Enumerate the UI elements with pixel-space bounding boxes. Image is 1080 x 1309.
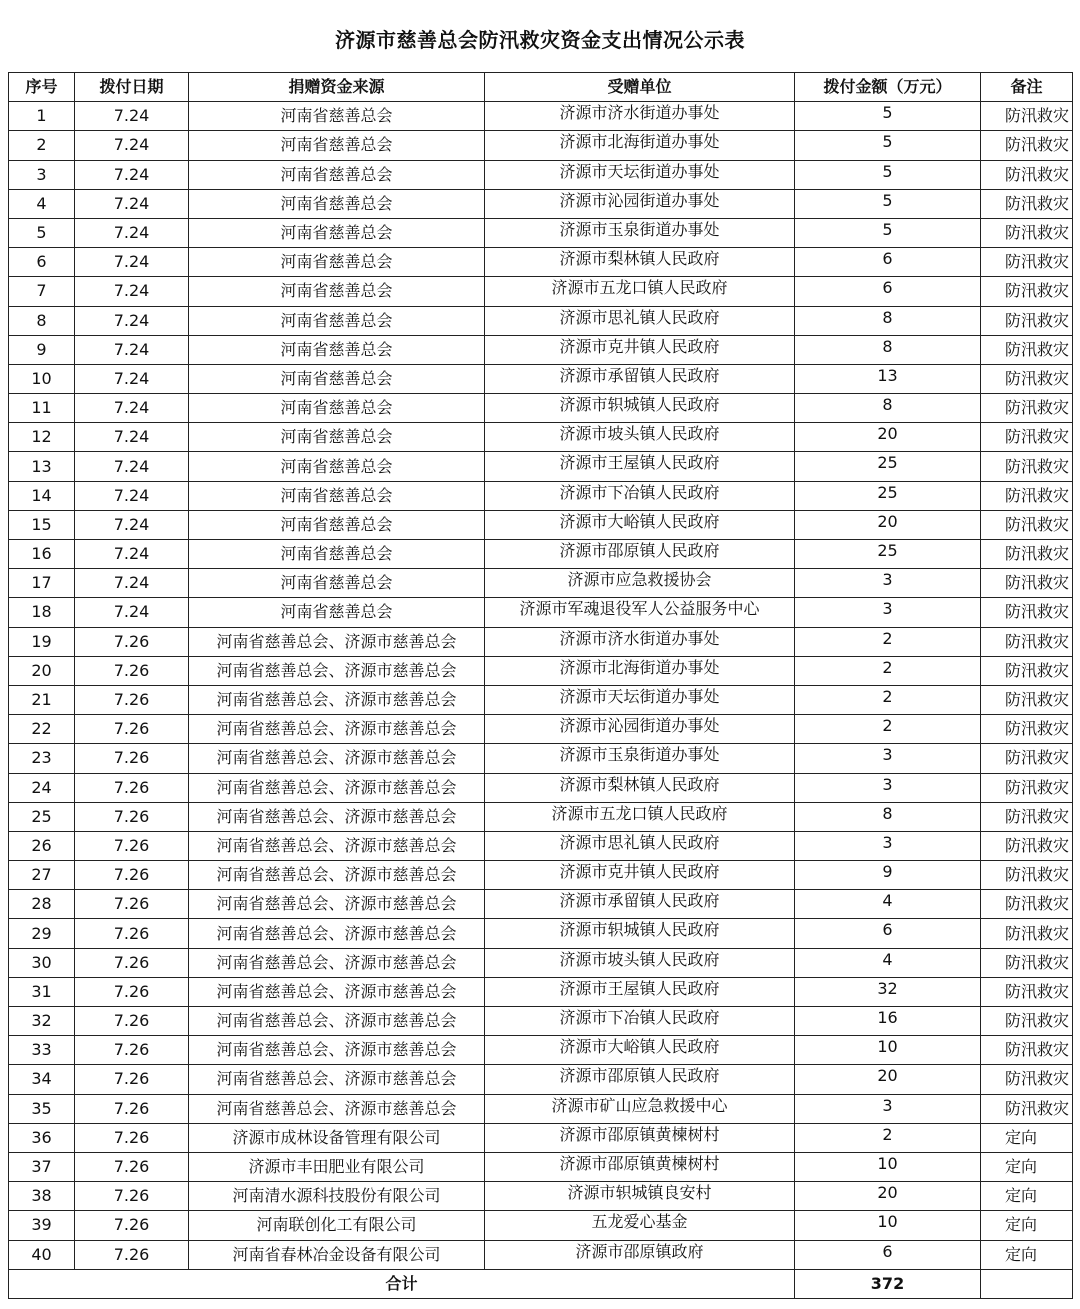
row-index: 33	[9, 1036, 75, 1065]
row-amount: 2	[795, 1123, 981, 1152]
row-date: 7.26	[75, 685, 189, 714]
row-note: 防汛救灾	[981, 685, 1073, 714]
row-date: 7.24	[75, 569, 189, 598]
row-source: 河南省慈善总会、济源市慈善总会	[189, 890, 485, 919]
row-note: 防汛救灾	[981, 744, 1073, 773]
row-index: 17	[9, 569, 75, 598]
row-date: 7.26	[75, 1094, 189, 1123]
row-date: 7.26	[75, 1182, 189, 1211]
row-source: 河南省慈善总会、济源市慈善总会	[189, 685, 485, 714]
row-source: 河南省慈善总会	[189, 394, 485, 423]
header-source: 捐赠资金来源	[189, 73, 485, 102]
row-source: 河南省慈善总会	[189, 569, 485, 598]
row-index: 25	[9, 802, 75, 831]
table-header-row	[9, 73, 1073, 102]
row-amount: 6	[795, 277, 981, 306]
row-source: 河南省慈善总会	[189, 160, 485, 189]
row-amount: 6	[795, 1240, 981, 1269]
row-source: 河南省慈善总会	[189, 452, 485, 481]
row-amount: 8	[795, 802, 981, 831]
row-note: 防汛救灾	[981, 569, 1073, 598]
table-row	[9, 540, 1073, 569]
row-recipient: 济源市王屋镇人民政府	[485, 452, 795, 481]
row-amount: 8	[795, 335, 981, 364]
table-row	[9, 452, 1073, 481]
row-date: 7.24	[75, 102, 189, 131]
row-source: 河南省慈善总会	[189, 335, 485, 364]
row-date: 7.26	[75, 977, 189, 1006]
row-date: 7.24	[75, 394, 189, 423]
row-source: 河南省慈善总会、济源市慈善总会	[189, 627, 485, 656]
row-recipient: 济源市承留镇人民政府	[485, 364, 795, 393]
row-date: 7.26	[75, 1123, 189, 1152]
row-recipient: 济源市应急救援协会	[485, 569, 795, 598]
table-row	[9, 189, 1073, 218]
table-row	[9, 510, 1073, 539]
table-row	[9, 598, 1073, 627]
row-source: 河南联创化工有限公司	[189, 1211, 485, 1240]
row-amount: 25	[795, 481, 981, 510]
row-date: 7.26	[75, 1240, 189, 1269]
row-index: 32	[9, 1007, 75, 1036]
row-recipient: 济源市轵城镇人民政府	[485, 394, 795, 423]
row-recipient: 济源市坡头镇人民政府	[485, 423, 795, 452]
row-index: 11	[9, 394, 75, 423]
row-note: 防汛救灾	[981, 218, 1073, 247]
row-recipient: 济源市邵原镇黄楝树村	[485, 1152, 795, 1181]
row-amount: 2	[795, 627, 981, 656]
table-row	[9, 364, 1073, 393]
table-row	[9, 569, 1073, 598]
row-recipient: 济源市克井镇人民政府	[485, 335, 795, 364]
total-row	[9, 1269, 1073, 1298]
table-row	[9, 277, 1073, 306]
row-source: 河南省慈善总会、济源市慈善总会	[189, 831, 485, 860]
row-note: 防汛救灾	[981, 861, 1073, 890]
row-source: 河南省慈善总会	[189, 540, 485, 569]
row-source: 河南省春林冶金设备有限公司	[189, 1240, 485, 1269]
row-date: 7.26	[75, 1152, 189, 1181]
row-source: 河南清水源科技股份有限公司	[189, 1182, 485, 1211]
row-amount: 20	[795, 423, 981, 452]
row-note: 防汛救灾	[981, 248, 1073, 277]
row-note: 防汛救灾	[981, 948, 1073, 977]
row-index: 29	[9, 919, 75, 948]
total-label: 合计	[9, 1269, 795, 1298]
row-note: 防汛救灾	[981, 160, 1073, 189]
row-source: 河南省慈善总会	[189, 306, 485, 335]
row-date: 7.24	[75, 540, 189, 569]
header-recipient: 受赠单位	[485, 73, 795, 102]
row-source: 河南省慈善总会	[189, 598, 485, 627]
row-recipient: 济源市济水街道办事处	[485, 102, 795, 131]
row-index: 6	[9, 248, 75, 277]
row-index: 2	[9, 131, 75, 160]
row-index: 22	[9, 715, 75, 744]
row-recipient: 济源市北海街道办事处	[485, 656, 795, 685]
row-note: 防汛救灾	[981, 919, 1073, 948]
row-source: 河南省慈善总会、济源市慈善总会	[189, 656, 485, 685]
row-date: 7.26	[75, 1007, 189, 1036]
row-index: 18	[9, 598, 75, 627]
row-recipient: 济源市思礼镇人民政府	[485, 831, 795, 860]
row-note: 定向	[981, 1123, 1073, 1152]
row-recipient: 济源市军魂退役军人公益服务中心	[485, 598, 795, 627]
row-amount: 4	[795, 948, 981, 977]
row-date: 7.24	[75, 306, 189, 335]
row-recipient: 济源市轵城镇人民政府	[485, 919, 795, 948]
table-row	[9, 160, 1073, 189]
row-date: 7.26	[75, 773, 189, 802]
row-note: 防汛救灾	[981, 394, 1073, 423]
row-date: 7.24	[75, 131, 189, 160]
table-row	[9, 685, 1073, 714]
row-recipient: 济源市大峪镇人民政府	[485, 1036, 795, 1065]
row-source: 河南省慈善总会、济源市慈善总会	[189, 1094, 485, 1123]
row-index: 38	[9, 1182, 75, 1211]
row-index: 20	[9, 656, 75, 685]
row-source: 河南省慈善总会、济源市慈善总会	[189, 948, 485, 977]
row-amount: 10	[795, 1152, 981, 1181]
row-note: 防汛救灾	[981, 131, 1073, 160]
row-recipient: 济源市梨林镇人民政府	[485, 248, 795, 277]
row-index: 13	[9, 452, 75, 481]
table-row	[9, 1094, 1073, 1123]
row-source: 河南省慈善总会	[189, 423, 485, 452]
row-amount: 20	[795, 1182, 981, 1211]
row-source: 河南省慈善总会、济源市慈善总会	[189, 1036, 485, 1065]
total-amount: 372	[795, 1269, 981, 1298]
row-date: 7.26	[75, 1065, 189, 1094]
table-row	[9, 335, 1073, 364]
row-note: 防汛救灾	[981, 715, 1073, 744]
row-date: 7.26	[75, 890, 189, 919]
row-date: 7.24	[75, 510, 189, 539]
table-row	[9, 306, 1073, 335]
row-amount: 2	[795, 685, 981, 714]
table-row	[9, 1065, 1073, 1094]
row-recipient: 济源市思礼镇人民政府	[485, 306, 795, 335]
row-date: 7.24	[75, 364, 189, 393]
table-row	[9, 102, 1073, 131]
row-note: 防汛救灾	[981, 802, 1073, 831]
table-row	[9, 890, 1073, 919]
row-note: 防汛救灾	[981, 306, 1073, 335]
row-note: 防汛救灾	[981, 831, 1073, 860]
row-amount: 3	[795, 569, 981, 598]
row-amount: 3	[795, 598, 981, 627]
row-source: 河南省慈善总会、济源市慈善总会	[189, 802, 485, 831]
row-date: 7.26	[75, 948, 189, 977]
row-index: 36	[9, 1123, 75, 1152]
row-date: 7.24	[75, 481, 189, 510]
row-date: 7.26	[75, 627, 189, 656]
row-recipient: 济源市轵城镇良安村	[485, 1182, 795, 1211]
row-recipient: 五龙爱心基金	[485, 1211, 795, 1240]
row-index: 39	[9, 1211, 75, 1240]
row-note: 定向	[981, 1152, 1073, 1181]
row-recipient: 济源市天坛街道办事处	[485, 685, 795, 714]
expenditure-table	[8, 72, 1073, 1299]
row-note: 定向	[981, 1240, 1073, 1269]
row-note: 防汛救灾	[981, 364, 1073, 393]
row-index: 23	[9, 744, 75, 773]
row-source: 济源市成林设备管理有限公司	[189, 1123, 485, 1152]
row-note: 防汛救灾	[981, 1094, 1073, 1123]
row-index: 3	[9, 160, 75, 189]
row-amount: 5	[795, 102, 981, 131]
row-amount: 2	[795, 656, 981, 685]
row-date: 7.26	[75, 1211, 189, 1240]
row-date: 7.26	[75, 831, 189, 860]
row-date: 7.24	[75, 248, 189, 277]
row-index: 10	[9, 364, 75, 393]
row-note: 定向	[981, 1211, 1073, 1240]
row-recipient: 济源市坡头镇人民政府	[485, 948, 795, 977]
row-index: 40	[9, 1240, 75, 1269]
row-index: 30	[9, 948, 75, 977]
table-row	[9, 919, 1073, 948]
row-date: 7.26	[75, 656, 189, 685]
row-amount: 20	[795, 1065, 981, 1094]
row-source: 河南省慈善总会、济源市慈善总会	[189, 977, 485, 1006]
row-index: 12	[9, 423, 75, 452]
table-row	[9, 1036, 1073, 1065]
row-note: 定向	[981, 1182, 1073, 1211]
row-source: 河南省慈善总会	[189, 481, 485, 510]
table-row	[9, 715, 1073, 744]
row-date: 7.24	[75, 423, 189, 452]
row-date: 7.24	[75, 218, 189, 247]
table-row	[9, 131, 1073, 160]
table-row	[9, 773, 1073, 802]
table-row	[9, 1152, 1073, 1181]
row-note: 防汛救灾	[981, 627, 1073, 656]
row-source: 河南省慈善总会、济源市慈善总会	[189, 773, 485, 802]
row-amount: 25	[795, 452, 981, 481]
table-row	[9, 1007, 1073, 1036]
table-row	[9, 481, 1073, 510]
row-recipient: 济源市济水街道办事处	[485, 627, 795, 656]
table-row	[9, 802, 1073, 831]
row-amount: 8	[795, 394, 981, 423]
row-index: 19	[9, 627, 75, 656]
row-note: 防汛救灾	[981, 890, 1073, 919]
row-index: 4	[9, 189, 75, 218]
row-recipient: 济源市五龙口镇人民政府	[485, 277, 795, 306]
row-date: 7.24	[75, 452, 189, 481]
table-row	[9, 744, 1073, 773]
row-amount: 8	[795, 306, 981, 335]
header-amount: 拨付金额（万元）	[795, 73, 981, 102]
total-note	[981, 1269, 1073, 1298]
table-row	[9, 1211, 1073, 1240]
table-row	[9, 423, 1073, 452]
row-date: 7.26	[75, 744, 189, 773]
row-note: 防汛救灾	[981, 656, 1073, 685]
row-index: 28	[9, 890, 75, 919]
row-amount: 3	[795, 773, 981, 802]
row-source: 河南省慈善总会、济源市慈善总会	[189, 1065, 485, 1094]
row-date: 7.24	[75, 335, 189, 364]
row-amount: 25	[795, 540, 981, 569]
row-amount: 5	[795, 160, 981, 189]
header-note: 备注	[981, 73, 1073, 102]
row-amount: 6	[795, 919, 981, 948]
row-recipient: 济源市天坛街道办事处	[485, 160, 795, 189]
row-note: 防汛救灾	[981, 977, 1073, 1006]
table-row	[9, 394, 1073, 423]
row-index: 27	[9, 861, 75, 890]
table-row	[9, 1240, 1073, 1269]
header-index: 序号	[9, 73, 75, 102]
row-index: 35	[9, 1094, 75, 1123]
table-row	[9, 627, 1073, 656]
row-source: 河南省慈善总会、济源市慈善总会	[189, 715, 485, 744]
row-amount: 6	[795, 248, 981, 277]
row-index: 37	[9, 1152, 75, 1181]
row-index: 16	[9, 540, 75, 569]
row-amount: 5	[795, 189, 981, 218]
row-recipient: 济源市邵原镇人民政府	[485, 1065, 795, 1094]
row-source: 河南省慈善总会	[189, 364, 485, 393]
row-date: 7.26	[75, 802, 189, 831]
row-recipient: 济源市大峪镇人民政府	[485, 510, 795, 539]
row-date: 7.24	[75, 189, 189, 218]
row-amount: 3	[795, 831, 981, 860]
row-recipient: 济源市邵原镇政府	[485, 1240, 795, 1269]
row-source: 河南省慈善总会	[189, 277, 485, 306]
row-date: 7.26	[75, 919, 189, 948]
table-row	[9, 656, 1073, 685]
row-recipient: 济源市克井镇人民政府	[485, 861, 795, 890]
row-note: 防汛救灾	[981, 423, 1073, 452]
row-note: 防汛救灾	[981, 335, 1073, 364]
row-recipient: 济源市玉泉街道办事处	[485, 218, 795, 247]
row-recipient: 济源市邵原镇人民政府	[485, 540, 795, 569]
row-note: 防汛救灾	[981, 1065, 1073, 1094]
row-note: 防汛救灾	[981, 510, 1073, 539]
row-amount: 10	[795, 1211, 981, 1240]
row-index: 24	[9, 773, 75, 802]
row-amount: 4	[795, 890, 981, 919]
row-date: 7.26	[75, 715, 189, 744]
row-recipient: 济源市矿山应急救援中心	[485, 1094, 795, 1123]
row-amount: 16	[795, 1007, 981, 1036]
row-source: 济源市丰田肥业有限公司	[189, 1152, 485, 1181]
row-amount: 5	[795, 131, 981, 160]
row-date: 7.24	[75, 598, 189, 627]
row-recipient: 济源市玉泉街道办事处	[485, 744, 795, 773]
row-recipient: 济源市沁园街道办事处	[485, 189, 795, 218]
row-index: 34	[9, 1065, 75, 1094]
row-note: 防汛救灾	[981, 102, 1073, 131]
row-note: 防汛救灾	[981, 452, 1073, 481]
row-source: 河南省慈善总会	[189, 510, 485, 539]
row-source: 河南省慈善总会	[189, 102, 485, 131]
table-row	[9, 218, 1073, 247]
row-recipient: 济源市北海街道办事处	[485, 131, 795, 160]
row-source: 河南省慈善总会	[189, 218, 485, 247]
row-index: 9	[9, 335, 75, 364]
row-date: 7.24	[75, 160, 189, 189]
row-note: 防汛救灾	[981, 1036, 1073, 1065]
row-recipient: 济源市承留镇人民政府	[485, 890, 795, 919]
row-note: 防汛救灾	[981, 540, 1073, 569]
row-amount: 5	[795, 218, 981, 247]
row-recipient: 济源市王屋镇人民政府	[485, 977, 795, 1006]
row-note: 防汛救灾	[981, 277, 1073, 306]
row-index: 31	[9, 977, 75, 1006]
row-recipient: 济源市下冶镇人民政府	[485, 1007, 795, 1036]
row-amount: 10	[795, 1036, 981, 1065]
row-amount: 9	[795, 861, 981, 890]
table-row	[9, 1123, 1073, 1152]
row-source: 河南省慈善总会	[189, 248, 485, 277]
row-note: 防汛救灾	[981, 773, 1073, 802]
row-date: 7.26	[75, 1036, 189, 1065]
row-index: 7	[9, 277, 75, 306]
row-index: 1	[9, 102, 75, 131]
row-source: 河南省慈善总会、济源市慈善总会	[189, 919, 485, 948]
row-source: 河南省慈善总会、济源市慈善总会	[189, 1007, 485, 1036]
row-source: 河南省慈善总会	[189, 189, 485, 218]
row-note: 防汛救灾	[981, 481, 1073, 510]
header-date: 拨付日期	[75, 73, 189, 102]
row-index: 26	[9, 831, 75, 860]
row-amount: 13	[795, 364, 981, 393]
table-row	[9, 948, 1073, 977]
table-row	[9, 831, 1073, 860]
row-source: 河南省慈善总会、济源市慈善总会	[189, 861, 485, 890]
row-date: 7.26	[75, 861, 189, 890]
row-source: 河南省慈善总会	[189, 131, 485, 160]
row-index: 15	[9, 510, 75, 539]
row-date: 7.24	[75, 277, 189, 306]
row-amount: 32	[795, 977, 981, 1006]
table-row	[9, 248, 1073, 277]
table-row	[9, 861, 1073, 890]
row-recipient: 济源市邵原镇黄楝树村	[485, 1123, 795, 1152]
row-recipient: 济源市沁园街道办事处	[485, 715, 795, 744]
row-index: 5	[9, 218, 75, 247]
row-index: 8	[9, 306, 75, 335]
page-title: 济源市慈善总会防汛救灾资金支出情况公示表	[335, 28, 745, 52]
row-index: 14	[9, 481, 75, 510]
table-row	[9, 977, 1073, 1006]
table-row	[9, 1182, 1073, 1211]
row-recipient: 济源市五龙口镇人民政府	[485, 802, 795, 831]
row-amount: 20	[795, 510, 981, 539]
row-amount: 2	[795, 715, 981, 744]
row-amount: 3	[795, 1094, 981, 1123]
row-note: 防汛救灾	[981, 189, 1073, 218]
row-index: 21	[9, 685, 75, 714]
row-note: 防汛救灾	[981, 1007, 1073, 1036]
row-source: 河南省慈善总会、济源市慈善总会	[189, 744, 485, 773]
row-recipient: 济源市下冶镇人民政府	[485, 481, 795, 510]
row-amount: 3	[795, 744, 981, 773]
row-note: 防汛救灾	[981, 598, 1073, 627]
row-recipient: 济源市梨林镇人民政府	[485, 773, 795, 802]
